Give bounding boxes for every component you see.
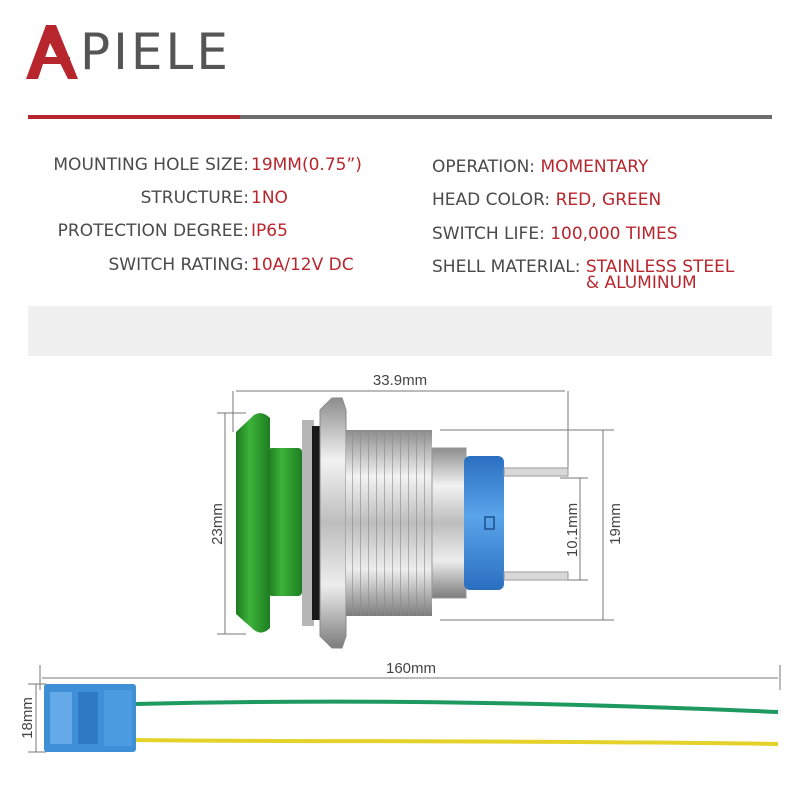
spec-value-line2: & ALUMINUM bbox=[585, 273, 697, 293]
spec-value: MOMENTARY bbox=[540, 157, 649, 177]
dim-connector-height: 18mm bbox=[19, 697, 36, 739]
spec-value: IP65 bbox=[251, 221, 288, 241]
terminal-pin-top bbox=[504, 468, 568, 476]
spec-value: 19MM(0.75”) bbox=[251, 155, 362, 175]
o-ring bbox=[312, 426, 320, 620]
brand-name: PIELE bbox=[80, 23, 231, 81]
spec-value: 100,000 TIMES bbox=[550, 224, 678, 244]
terminal-base bbox=[464, 456, 504, 590]
spec-label: OPERATION: bbox=[432, 157, 536, 177]
wire-yellow bbox=[135, 740, 778, 744]
wire-green bbox=[135, 702, 778, 712]
spec-label: SHELL MATERIAL: bbox=[432, 257, 581, 277]
spec-label: HEAD COLOR: bbox=[432, 190, 551, 210]
spec-label: PROTECTION DEGREE: bbox=[57, 221, 249, 241]
dim-head-height: 23mm bbox=[209, 503, 226, 545]
spec-value: RED, GREEN bbox=[555, 190, 662, 210]
dim-length: 33.9mm bbox=[372, 372, 428, 389]
rear-shell bbox=[432, 448, 466, 598]
terminal-pin-bottom bbox=[504, 572, 568, 580]
spec-label: MOUNTING HOLE SIZE: bbox=[53, 155, 249, 175]
dim-terminal-span: 10.1mm bbox=[564, 502, 581, 558]
spec-label: SWITCH RATING: bbox=[108, 255, 249, 275]
dim-body-height: 19mm bbox=[607, 503, 624, 545]
spec-label: SWITCH LIFE: bbox=[432, 224, 545, 244]
spec-label: STRUCTURE: bbox=[140, 188, 249, 208]
hex-nut bbox=[320, 398, 346, 648]
button-head bbox=[236, 413, 270, 632]
spec-value: 10A/12V DC bbox=[251, 255, 354, 275]
dim-wire-length: 160mm bbox=[385, 660, 437, 677]
spec-value: 1NO bbox=[251, 188, 288, 208]
button-bezel bbox=[268, 448, 302, 596]
wire-connector bbox=[44, 684, 136, 752]
spec-value-line1: STAINLESS STEEL bbox=[585, 257, 735, 277]
